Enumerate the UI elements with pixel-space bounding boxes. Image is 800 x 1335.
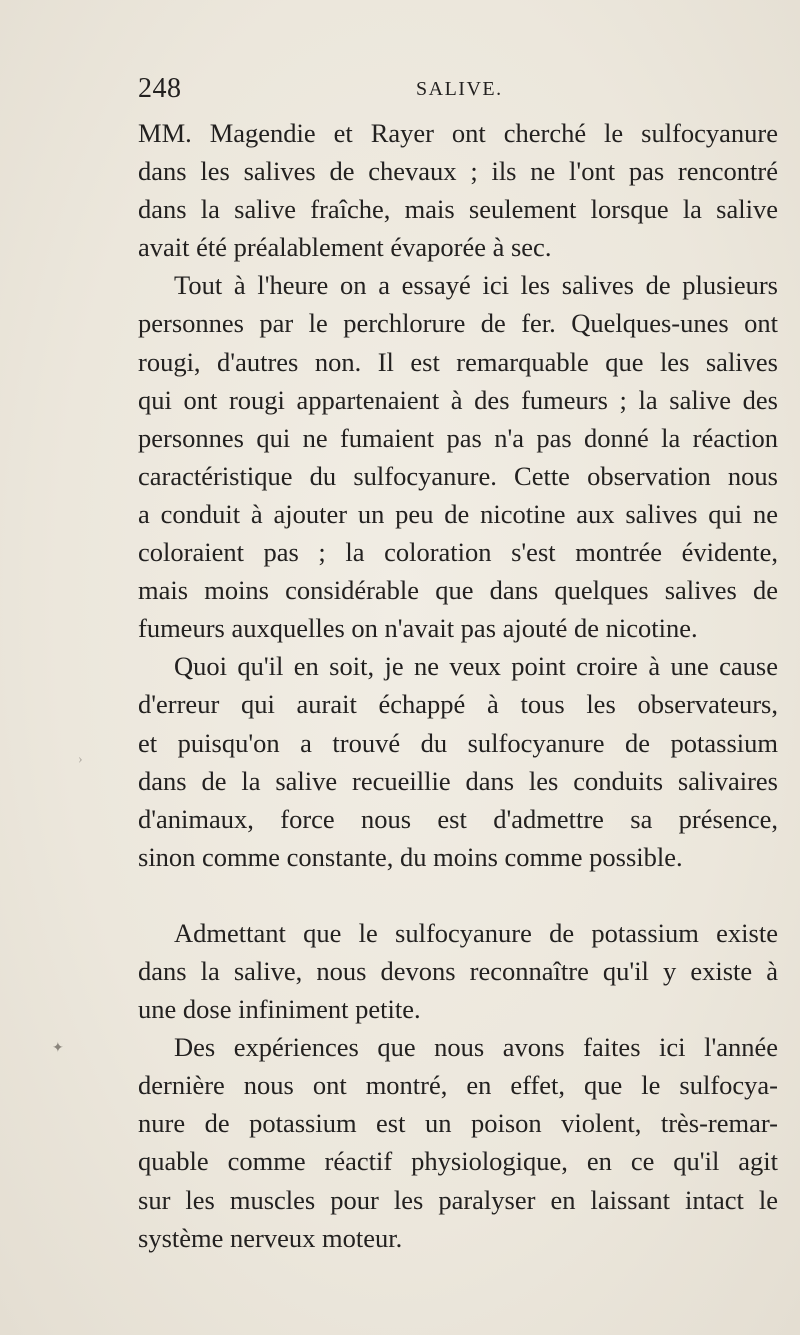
text-line: dans la salive, nous devons reconnaître qu'il y existe à [138, 955, 778, 986]
paragraph-1 [138, 114, 778, 266]
text-line: rougi, d'autres non. Il est remarquable que les salives [138, 346, 778, 377]
text-line: personnes par le perchlorure de fer. Quelques-unes ont [138, 308, 778, 339]
text-line: et puisqu'on a trouvé du sulfocyanure de potassium [138, 727, 778, 758]
text-line: dans la salive fraîche, mais seulement lorsque la salive [138, 194, 778, 225]
text-line: Tout à l'heure on a essayé ici les salives de plusieurs [174, 270, 778, 301]
text-line: système nerveux moteur. [138, 1222, 403, 1253]
text-line: fumeurs auxquelles on n'avait pas ajouté de nicotine. [138, 613, 698, 644]
text-line: une dose infiniment petite. [138, 994, 421, 1025]
text-line: d'erreur qui aurait échappé à tous les observateurs, [138, 689, 778, 720]
running-title: SALIVE. [416, 78, 503, 100]
text-line: Quoi qu'il en soit, je ne veux point croire à une cause [174, 651, 778, 682]
section-gap [138, 876, 778, 914]
text-line: sur les muscles pour les paralyser en laissant intact le [138, 1184, 778, 1215]
paragraph-2 [138, 266, 778, 647]
text-line: a conduit à ajouter un peu de nicotine aux salives qui ne [138, 498, 778, 529]
page-number: 248 [138, 73, 182, 104]
text-line: Admettant que le sulfocyanure de potassium existe [174, 917, 778, 948]
text-line: caractéristique du sulfocyanure. Cette observation nous [138, 460, 778, 491]
text-line: avait été préalablement évaporée à sec. [138, 232, 552, 263]
text-line: d'animaux, force nous est d'admettre sa présence, [138, 803, 778, 834]
text-line: coloraient pas ; la coloration s'est montrée évidente, [138, 537, 778, 568]
text-line: dans les salives de chevaux ; ils ne l'ont pas rencontré [138, 156, 778, 187]
paragraph-3 [138, 647, 778, 876]
text-line: mais moins considérable que dans quelques salives de [138, 575, 778, 606]
page-header [138, 73, 778, 107]
text-line: dernière nous ont montré, en effet, que le sulfocya- [138, 1070, 778, 1101]
text-line: sinon comme constante, du moins comme possible. [138, 841, 683, 872]
text-line: dans de la salive recueillie dans les conduits salivaires [138, 765, 778, 796]
ink-speck-icon: ✦ [52, 1041, 64, 1056]
text-line: qui ont rougi appartenaient à des fumeurs ; la salive des [138, 384, 778, 415]
margin-mark-icon: › [78, 752, 83, 767]
text-line: quable comme réactif physiologique, en ce qu'il agit [138, 1146, 778, 1177]
text-line: nure de potassium est un poison violent, très-remar- [138, 1108, 778, 1139]
text-line: personnes qui ne fumaient pas n'a pas donné la réaction [138, 422, 778, 453]
text-line: Des expériences que nous avons faites ici l'année [174, 1032, 778, 1063]
paragraph-4 [138, 914, 778, 1028]
paragraph-5 [138, 1028, 778, 1257]
text-line: MM. Magendie et Rayer ont cherché le sulfocyanure [138, 118, 778, 148]
body-text [138, 114, 778, 1257]
